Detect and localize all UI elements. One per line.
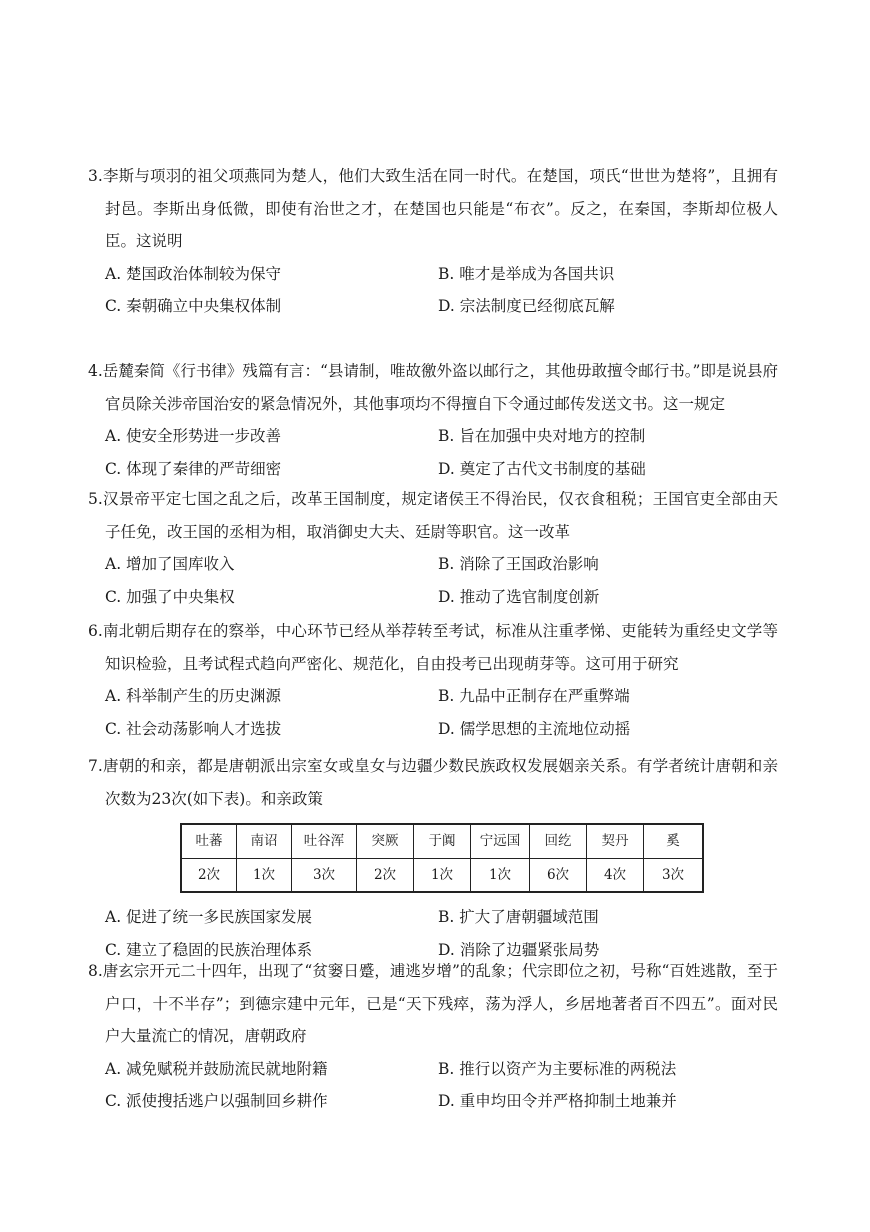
marriage-count-table xyxy=(180,823,704,893)
table-cell: 3次 xyxy=(292,858,357,892)
option-a: A. 减免赋税并鼓励流民就地附籍 xyxy=(105,1059,328,1078)
table-header-row xyxy=(181,824,703,858)
option-b: B. 九品中正制存在严重弊端 xyxy=(438,687,630,705)
option-c: C. 体现了秦律的严苛细密 xyxy=(105,459,282,478)
question-3 xyxy=(88,160,778,323)
question-stem: 6.南北朝后期存在的察举，中心环节已经从举荐转至考试，标准从注重孝悌、吏能转为重经史文学等知识检验，且考试程式趋向严密化、规范化，自由投考已出现萌芽等。这可用于研究 xyxy=(88,622,778,673)
question-6 xyxy=(88,615,778,745)
options xyxy=(88,258,778,323)
question-5 xyxy=(88,483,778,613)
table-cell: 突厥 xyxy=(357,824,414,858)
option-a: A. 科举制产生的历史渊源 xyxy=(105,687,282,705)
option-d: D. 奠定了古代文书制度的基础 xyxy=(438,459,646,478)
table-cell: 3次 xyxy=(644,858,704,892)
table-cell: 2次 xyxy=(357,858,414,892)
question-stem: 5.汉景帝平定七国之乱之后，改革王国制度，规定诸侯王不得治民，仅衣食租税；王国官吏全部由天子任免，改王国的丞相为相，取消御史大夫、廷尉等职官。这一改革 xyxy=(88,490,778,541)
table-cell: 吐谷浑 xyxy=(292,824,357,858)
table-cell: 2次 xyxy=(181,858,237,892)
option-b: B. 消除了王国政治影响 xyxy=(438,555,599,573)
table-cell: 契丹 xyxy=(587,824,644,858)
table-cell: 回纥 xyxy=(530,824,587,858)
table-cell: 6次 xyxy=(530,858,587,892)
option-c: C. 派使搜括逃户以强制回乡耕作 xyxy=(105,1092,328,1110)
option-c: C. 加强了中央集权 xyxy=(105,587,235,606)
options xyxy=(88,548,778,613)
question-7 xyxy=(88,750,778,966)
option-d: D. 宗法制度已经彻底瓦解 xyxy=(438,297,615,315)
table-row xyxy=(181,858,703,892)
options xyxy=(88,420,778,485)
table-cell: 1次 xyxy=(414,858,471,892)
table-cell: 1次 xyxy=(471,858,530,892)
option-a: A. 增加了国库收入 xyxy=(105,555,235,573)
option-b: B. 扩大了唐朝疆域范围 xyxy=(438,908,599,926)
option-d: D. 重申均田令并严格抑制土地兼并 xyxy=(438,1092,677,1110)
table-cell: 于阗 xyxy=(414,824,471,858)
question-stem: 3.李斯与项羽的祖父项燕同为楚人，他们大致生活在同一时代。在楚国，项氏“世世为楚将”，且拥有封邑。李斯出身低微，即使有治世之才，在楚国也只能是“布衣”。反之，在秦国，李斯却位极人臣。这说明 xyxy=(88,167,778,250)
option-d: D. 儒学思想的主流地位动摇 xyxy=(438,719,631,738)
option-b: B. 唯才是举成为各国共识 xyxy=(438,264,615,283)
table-cell: 4次 xyxy=(587,858,644,892)
option-c: C. 社会动荡影响人才选拔 xyxy=(105,719,282,738)
option-c: C. 秦朝确立中央集权体制 xyxy=(105,297,282,315)
option-d: D. 推动了选官制度创新 xyxy=(438,587,600,606)
option-c: C. 建立了稳固的民族治理体系 xyxy=(105,940,313,959)
options xyxy=(88,1053,778,1118)
option-a: A. 使安全形势进一步改善 xyxy=(105,427,282,445)
question-stem: 7.唐朝的和亲，都是唐朝派出宗室女或皇女与边疆少数民族政权发展姻亲关系。有学者统计唐朝和亲次数为23次(如下表)。和亲政策 xyxy=(88,757,778,808)
question-stem: 4.岳麓秦简《行书律》残篇有言：“县请制，唯故徼外盗以邮行之，其他毋敢擅令邮行书。”即是说县府官员除关涉帝国治安的紧急情况外，其他事项均不得擅自下令通过邮传发送文书。这一规定 xyxy=(88,362,778,413)
table-cell: 1次 xyxy=(237,858,292,892)
table-cell: 吐蕃 xyxy=(181,824,237,858)
table-cell: 奚 xyxy=(644,824,704,858)
table-cell: 南诏 xyxy=(237,824,292,858)
question-stem: 8.唐玄宗开元二十四年，出现了“贫窭日蹙，逋逃岁增”的乱象；代宗即位之初，号称“百姓逃散，至于户口，十不半存”；到德宗建中元年，已是“天下残瘁，荡为浮人，乡居地著者百不四五”。面对民户大量流亡的情况，唐朝政府 xyxy=(88,962,778,1045)
table-cell: 宁远国 xyxy=(471,824,530,858)
option-b: B. 推行以资产为主要标准的两税法 xyxy=(438,1059,677,1078)
option-a: A. 促进了统一多民族国家发展 xyxy=(105,908,313,926)
question-4 xyxy=(88,355,778,485)
options xyxy=(88,680,778,745)
option-a: A. 楚国政治体制较为保守 xyxy=(105,264,282,283)
option-d: D. 消除了边疆紧张局势 xyxy=(438,940,600,959)
option-b: B. 旨在加强中央对地方的控制 xyxy=(438,427,646,445)
question-8 xyxy=(88,955,778,1118)
